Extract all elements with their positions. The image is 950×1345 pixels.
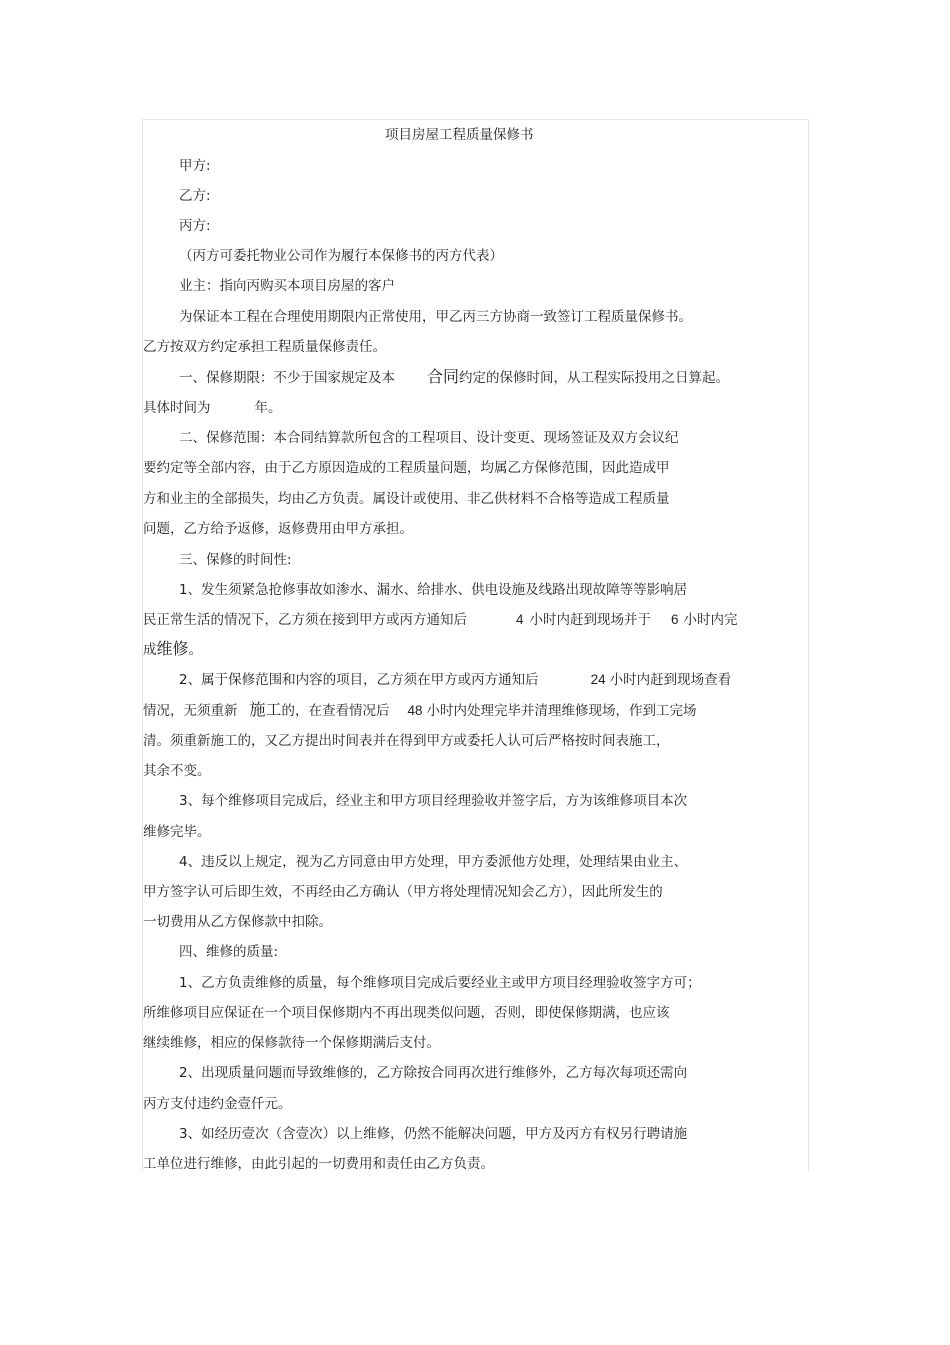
text-span: 合同 [427, 367, 460, 386]
text-span: 民正常生活的情况下，乙方须在接到甲方或丙方通知后 [143, 612, 467, 628]
text-span: 情况，无须重新 [143, 703, 238, 719]
text-span: 施工 [249, 700, 282, 719]
section-4-2-line-2: 丙方支付违约金壹仟元。 [143, 1096, 292, 1112]
section-3-2-line-3: 清。须重新施工的，又乙方提出时间表并在得到甲方或委托人认可后严格按时间表施工， [143, 733, 670, 749]
document-title: 项目房屋工程质量保修书 [385, 127, 534, 143]
number-span: 4 [516, 612, 524, 627]
section-3-3-line-2: 维修完毕。 [143, 824, 211, 840]
number-span: 6 [671, 612, 679, 627]
section-3-4-line-1: 4、违反以上规定，视为乙方同意由甲方处理，甲方委派他方处理，处理结果由业主、 [179, 854, 688, 870]
section-4-3-line-1: 3、如经历壹次（含壹次）以上维修，仍然不能解决问题，甲方及丙方有权另行聘请施 [179, 1126, 688, 1142]
section-3-1-line-3 [143, 640, 202, 659]
section-3-heading: 三、保修的时间性: [179, 552, 292, 568]
section-1-line-2 [143, 399, 282, 417]
number-span: 48 [407, 703, 423, 718]
section-4-1-line-3: 继续维修，相应的保修款待一个保修期满后支付。 [143, 1035, 440, 1051]
text-span: 具体时间为 [143, 400, 211, 416]
party-a-label: 甲方: [179, 158, 211, 174]
section-2-line-3: 方和业主的全部损失，均由乙方负责。属设计或使用、非乙供材料不合格等造成工程质量 [143, 491, 670, 507]
text-span: 小时内处理完毕并清理维修现场，作到工完场 [426, 703, 697, 719]
section-2-line-1: 二、保修范围：本合同结算款所包含的工程项目、设计变更、现场签证及双方会议纪 [179, 430, 679, 446]
text-span: 成 [143, 642, 157, 658]
section-3-3-line-1: 3、每个维修项目完成后，经业主和甲方项目经理验收并签字后，方为该维修项目本次 [179, 793, 688, 809]
text-span: 约定的保修时间，从工程实际投用之日算起。 [459, 370, 730, 386]
section-4-heading: 四、维修的质量: [179, 944, 279, 960]
section-1-line-1 [179, 368, 729, 387]
party-c-label: 丙方: [179, 218, 211, 234]
section-2-line-2: 要约定等全部内容，由于乙方原因造成的工程质量问题，均属乙方保修范围，因此造成甲 [143, 460, 670, 476]
intro-line-1: 为保证本工程在合理使用期限内正常使用，甲乙丙三方协商一致签订工程质量保修书。 [179, 309, 692, 325]
section-4-2-line-1: 2、出现质量问题而导致维修的，乙方除按合同再次进行维修外，乙方每次每项还需向 [179, 1065, 688, 1081]
section-3-2-line-4: 其余不变。 [143, 763, 211, 779]
intro-line-2: 乙方按双方约定承担工程质量保修责任。 [143, 339, 386, 355]
text-span: 小时内赶到现场并于 [529, 612, 652, 628]
section-3-4-line-3: 一切费用从乙方保修款中扣除。 [143, 914, 332, 930]
text-span: 年。 [254, 400, 282, 416]
section-4-3-line-2: 工单位进行维修，由此引起的一切费用和责任由乙方负责。 [143, 1156, 494, 1172]
section-3-4-line-2: 甲方签字认可后即生效，不再经由乙方确认（甲方将处理情况知会乙方），因此所发生的 [143, 884, 663, 900]
text-span: 小时内赶到现场查看 [609, 672, 732, 688]
number-span: 24 [590, 672, 606, 687]
party-c-note: （丙方可委托物业公司作为履行本保修书的丙方代表） [179, 248, 503, 264]
document-page [142, 119, 809, 1172]
text-span: 的，在查看情况后 [281, 703, 390, 719]
text-span: 。 [188, 642, 203, 658]
section-3-1-line-2 [143, 611, 738, 629]
section-3-1-line-1: 1、发生须紧急抢修事故如渗水、漏水、给排水、供电设施及线路出现故障等等影响居 [179, 582, 688, 598]
section-4-1-line-2: 所维修项目应保证在一个项目保修期内不再出现类似问题，否则，即使保修期满，也应该 [143, 1005, 670, 1021]
section-3-2-line-2 [143, 701, 697, 720]
text-span: 维修 [156, 639, 189, 658]
section-4-1-line-1: 1、乙方负责维修的质量，每个维修项目完成后要经业主或甲方项目经理验收签字方可； [179, 975, 701, 991]
party-b-label: 乙方: [179, 188, 211, 204]
text-span: 2、属于保修范围和内容的项目，乙方须在甲方或丙方通知后 [179, 672, 539, 688]
text-span: 一、保修期限：不少于国家规定及本 [179, 370, 395, 386]
text-span: 小时内完 [683, 612, 738, 628]
section-3-2-line-1 [179, 671, 731, 689]
owner-definition: 业主：指向丙购买本项目房屋的客户 [179, 278, 395, 294]
section-2-line-4: 问题，乙方给予返修，返修费用由甲方承担。 [143, 521, 413, 537]
